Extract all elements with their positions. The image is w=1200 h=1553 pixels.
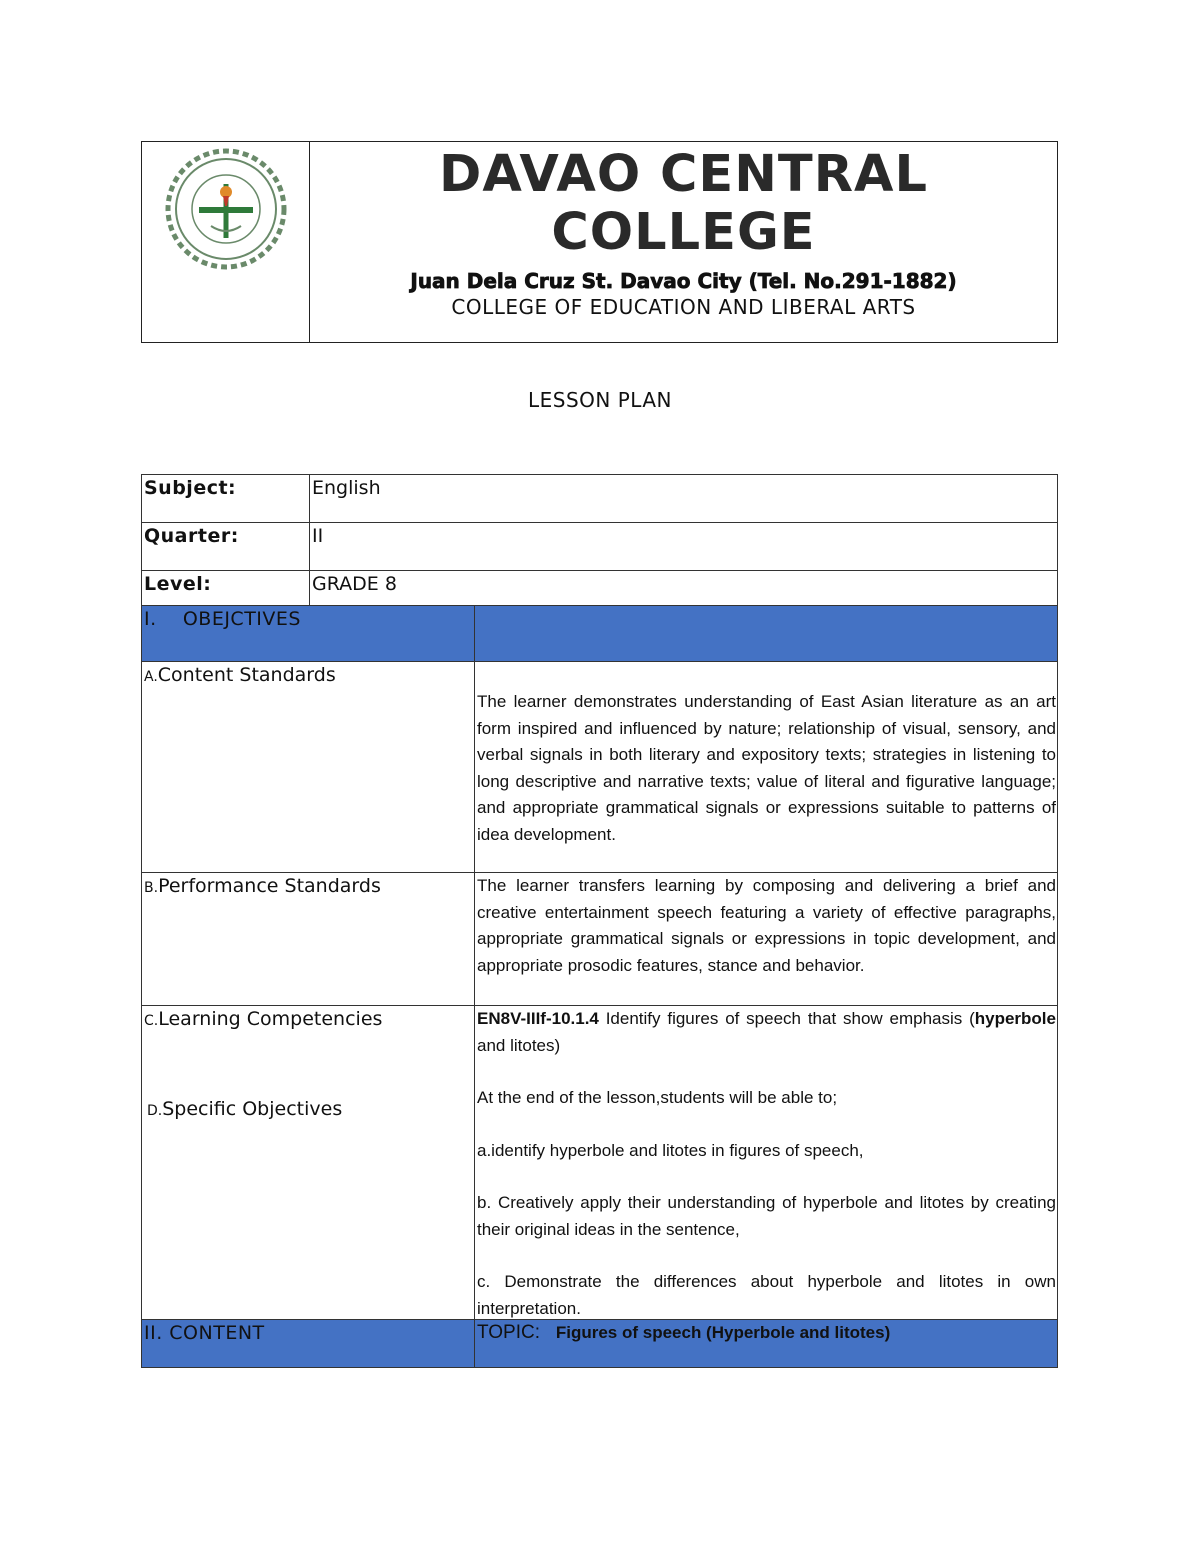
specific-objective-a: a.identify hyperbole and litotes in figures of speech, xyxy=(477,1140,864,1160)
learning-competencies-letter: C. xyxy=(144,1013,159,1029)
info-label: Level: xyxy=(142,571,310,619)
performance-standards-label-cell xyxy=(142,873,475,1005)
competency-code: EN8V-IIIf-10.1.4 xyxy=(477,1009,599,1028)
content-standards-label: Content Standards xyxy=(157,664,336,686)
learning-competencies-label: Learning Competencies xyxy=(158,1008,383,1030)
college-name-line1: DAVAO CENTRAL xyxy=(439,145,928,204)
info-value: GRADE 8 xyxy=(310,571,1058,619)
info-label: Subject: xyxy=(142,475,310,523)
specific-objective-b: b. Creatively apply their understanding of hyperbole and litotes by creating their original ideas in the sentence, xyxy=(477,1193,1056,1239)
content-heading-row xyxy=(141,1320,1058,1368)
college-seal-icon xyxy=(159,148,293,270)
specific-objectives-heading xyxy=(144,1098,472,1120)
specific-objectives-letter: D. xyxy=(147,1103,163,1119)
objectives-heading xyxy=(142,606,475,661)
info-label: Quarter: xyxy=(142,523,310,571)
objectives-heading-row xyxy=(141,605,1058,662)
lesson-table xyxy=(141,605,1058,1368)
content-standards-text: The learner demonstrates understanding of East Asian literature as an art form inspired and influenced by nature; relationship of visual, sensory, and verbal signals in both literary and expository texts; strategies in listening to long descriptive and narrative texts; value of literal and figurative language; and appropriate grammatical signals or expressions suitable to patterns of idea development. xyxy=(477,692,1056,844)
content-standards-letter: A. xyxy=(144,669,158,685)
content-standards-row xyxy=(141,662,1058,873)
learning-competencies-heading xyxy=(144,1008,472,1030)
competencies-label-cell xyxy=(142,1006,475,1319)
specific-objectives-label: Specific Objectives xyxy=(162,1098,343,1120)
content-heading: II. CONTENT xyxy=(142,1320,475,1367)
competency-bold-word: hyperbole xyxy=(974,1009,1056,1028)
objectives-title: OBEJCTIVES xyxy=(182,608,301,630)
competency-text-a: Identify figures of speech that show emphasis ( xyxy=(598,1009,975,1028)
objectives-number: I. xyxy=(144,608,157,630)
performance-standards-label: Performance Standards xyxy=(158,875,381,897)
topic-label: TOPIC: xyxy=(477,1322,540,1343)
logo-cell xyxy=(142,142,310,342)
performance-standards-row xyxy=(141,873,1058,1006)
college-name-line2: COLLEGE xyxy=(551,203,816,262)
content-standards-label-cell xyxy=(142,662,475,872)
info-value: English xyxy=(310,475,1058,523)
specific-objectives-intro: At the end of the lesson,students will be able to; xyxy=(477,1088,838,1107)
info-table xyxy=(141,474,1058,619)
title-cell xyxy=(310,142,1057,342)
objectives-heading-blank xyxy=(475,606,1057,661)
performance-standards-letter: B. xyxy=(144,880,159,896)
info-row-subject xyxy=(142,475,1058,523)
college-name xyxy=(310,146,1057,262)
specific-objective-c: c. Demonstrate the differences about hyperbole and litotes in own interpretation. xyxy=(477,1272,1056,1318)
info-row-quarter xyxy=(142,523,1058,571)
content-topic xyxy=(475,1320,1057,1367)
competencies-row xyxy=(141,1006,1058,1320)
learning-competency-text xyxy=(477,1006,1056,1059)
topic-text: Figures of speech (Hyperbole and litotes) xyxy=(555,1323,891,1342)
competencies-content xyxy=(475,1006,1057,1319)
info-value: II xyxy=(310,523,1058,571)
document-title: LESSON PLAN xyxy=(527,388,673,412)
header-box xyxy=(141,141,1058,343)
department-name: COLLEGE OF EDUCATION AND LIBERAL ARTS xyxy=(451,295,916,319)
competency-text-b: and litotes) xyxy=(477,1035,561,1055)
college-address: Juan Dela Cruz St. Davao City (Tel. No.291-1882) xyxy=(410,269,957,293)
performance-standards-text: The learner transfers learning by composing and delivering a brief and creative entertainment speech featuring a variety of effective paragraphs, appropriate grammatical signals or expressions in topic development, and appropriate prosodic features, stance and behavior. xyxy=(477,876,1056,975)
